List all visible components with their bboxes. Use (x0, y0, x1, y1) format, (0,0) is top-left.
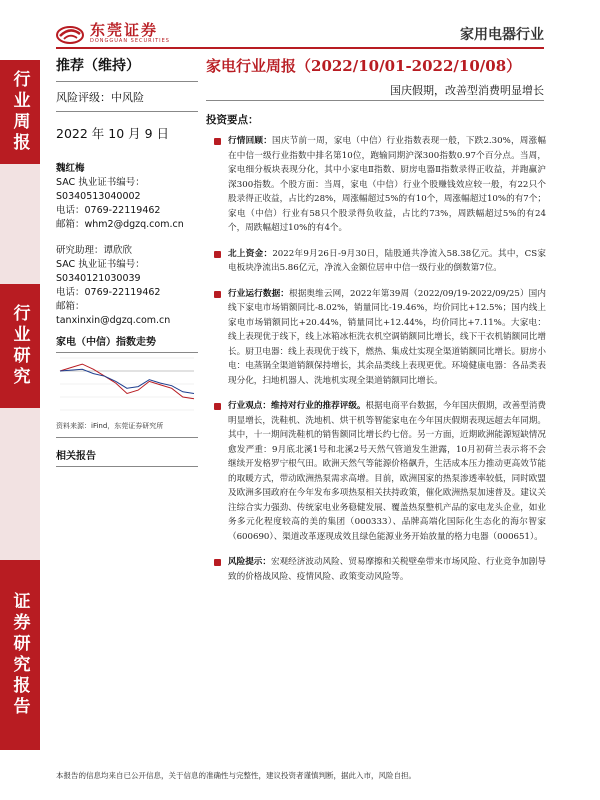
point-lead: 风险提示： (228, 557, 271, 567)
analyst-line: SAC 执业证书编号： (56, 259, 145, 270)
side-band-weekly: 行业周报 (0, 60, 40, 164)
index-chart (56, 354, 198, 416)
point-lead: 行业观点：维持对行业的推荐评级。 (228, 401, 366, 411)
point-northbound-funds (212, 247, 546, 276)
left-info-column (56, 55, 198, 328)
analyst-line: 电话：0769-22119462 (56, 287, 161, 298)
point-risk-warning (212, 555, 546, 584)
logo-mark-icon (56, 24, 84, 44)
chart-title: 家电（中信）指数走势 (56, 333, 198, 353)
analyst-line: S0340513040002 (56, 191, 141, 202)
side-band-gap (0, 164, 40, 284)
analyst-line: S0340121030039 (56, 273, 141, 284)
point-text: 2022年9月26日-9月30日，陆股通共净流入58.38亿元。其中，CS家电板块净流出5.86亿元，净流入金额位居申中信一级行业的倒数第7位。 (228, 248, 546, 273)
analyst-name: 魏红梅 (56, 163, 85, 174)
risk-level: 风险评级：中风险 (56, 91, 144, 104)
point-text: 根据奥维云网，2022年第39周（2022/09/19-2022/09/25）国内线下家电市场销额同比-8.02%，销量同比-19.46%，均价同比+12.5%；国内线上家电市场销额同比+20.44%，销量同比+12.44%，均价同比+7.11%。大家电：线上表现优于线下，线上冰箱冰柜洗衣机空调销额同比增长，线下干衣机销额同比增长。厨卫电器：线上表现优于线下，燃热、集成灶实现全渠道销额同比增长。厨房小电：电蒸锅全渠道销额保持增长，其余品类线上表现更优。环境健康电器：各品类表现分化，扫地机器人、洗地机实现全渠道销额同比增长。 (228, 288, 546, 386)
analyst-line: 电话：0769-22119462 (56, 205, 161, 216)
analyst-block (56, 244, 198, 328)
chart-source: 资料来源：iFind，东莞证券研究所 (56, 421, 198, 438)
rating: 推荐（维持） (56, 58, 140, 74)
point-lead: 行业运行数据： (228, 288, 289, 299)
point-industry-data (212, 287, 546, 389)
footer-disclaimer: 本报告的信息均来自已公开信息，关于信息的准确性与完整性，建议投资者谨慎判断，据此入市，风险自担。 (56, 771, 416, 780)
analyst-email: 邮箱：whm2@dgzq.com.cn (56, 219, 184, 230)
analyst-email: tanxinxin@dgzq.com.cn (56, 315, 171, 326)
page-subtitle: 国庆假期，改善型消费明显增长 (390, 84, 544, 97)
point-industry-view (212, 399, 546, 544)
analyst-line: SAC 执业证书编号： (56, 177, 145, 188)
analyst-name: 研究助理：谭欣欣 (56, 245, 133, 256)
side-band-research: 行业研究 (0, 284, 40, 408)
company-logo (56, 22, 170, 45)
analyst-line: 邮箱： (56, 301, 85, 312)
side-band-gap (0, 408, 40, 560)
page-title: 家电行业周报（2022/10/01-2022/10/08） (206, 57, 522, 75)
section-heading: 投资要点： (206, 114, 259, 126)
side-band-securities-report: 证券研究报告 (0, 560, 40, 750)
point-text: 根据电商平台数据，今年国庆假期，改善型消费明显增长，洗鞋机、洗地机、烘干机等智能家电在今年国庆假期表现远超去年同期。其中，十一期间洗鞋机的销售额同比增长约七倍。另一方面，近期欧洲能源短缺情况愈发严重：9月底北溪1号和北溪2号天然气管道发生泄露，10月初荷兰表示将不会继续开发格罗宁根气田。欧洲天然气等能源价格飙升，生活成本压力推动更高效节能的取暖方式，带动欧洲热泵需求高增。目前，欧洲国家的热泵渗透率较低，同时欧盟及欧洲多国政府在今年发布多项热泵相关扶持政策，催化欧洲热泵加速普及。建议关注综合实力强劲、传统家电业务稳健发展、覆盖热泵整机产品的家电龙头企业，如业务多元化程度较高的美的集团（000333）、品牌高端化国际化生态化的海尔智家（600690）、渠道改革逐现成效且绿色能源业务开始放量的格力电器（000651）。 (228, 401, 546, 542)
point-lead: 北上资金： (228, 248, 273, 259)
analyst-block (56, 162, 198, 232)
header-divider (56, 47, 544, 49)
logo-text-cn: 东莞证券 (90, 21, 159, 39)
investment-points (212, 134, 546, 595)
industry-tag: 家用电器行业 (460, 27, 544, 43)
point-lead: 行情回顾： (228, 136, 273, 146)
point-market-review (212, 134, 546, 236)
report-date: 2022 年 10 月 9 日 (56, 126, 170, 141)
logo-text-en: DONGGUAN SECURITIES (90, 38, 170, 44)
divider (206, 100, 544, 101)
point-text: 国庆节前一周，家电（中信）行业指数表现一般，下跌2.30%，周涨幅在中信一级行业指数中排名第10位，跑输同期沪深300指数0.97个百分点。当周，家电细分板块表现分化，其中小家电Ⅱ指数、厨房电器Ⅱ指数录得正收益，并跑赢沪深300指数。个股方面：当周，家电（中信）行业个股赚钱效应较一般，有22只个股录得正收益，占比约28%，周涨幅超过5%的有10个，周涨幅超过10%的有7个；家电（中信）行业有58只个股录得负收益，占比约73%，周跌幅超过5%的有24个，周跌幅超过10%的有4个。 (228, 136, 546, 233)
related-reports-heading: 相关报告 (56, 447, 198, 467)
point-text: 宏观经济波动风险、贸易摩擦和关税壁垒带来市场风险、行业竞争加剧导致的价格战风险、疫情风险、政策变动风险等。 (228, 557, 546, 582)
